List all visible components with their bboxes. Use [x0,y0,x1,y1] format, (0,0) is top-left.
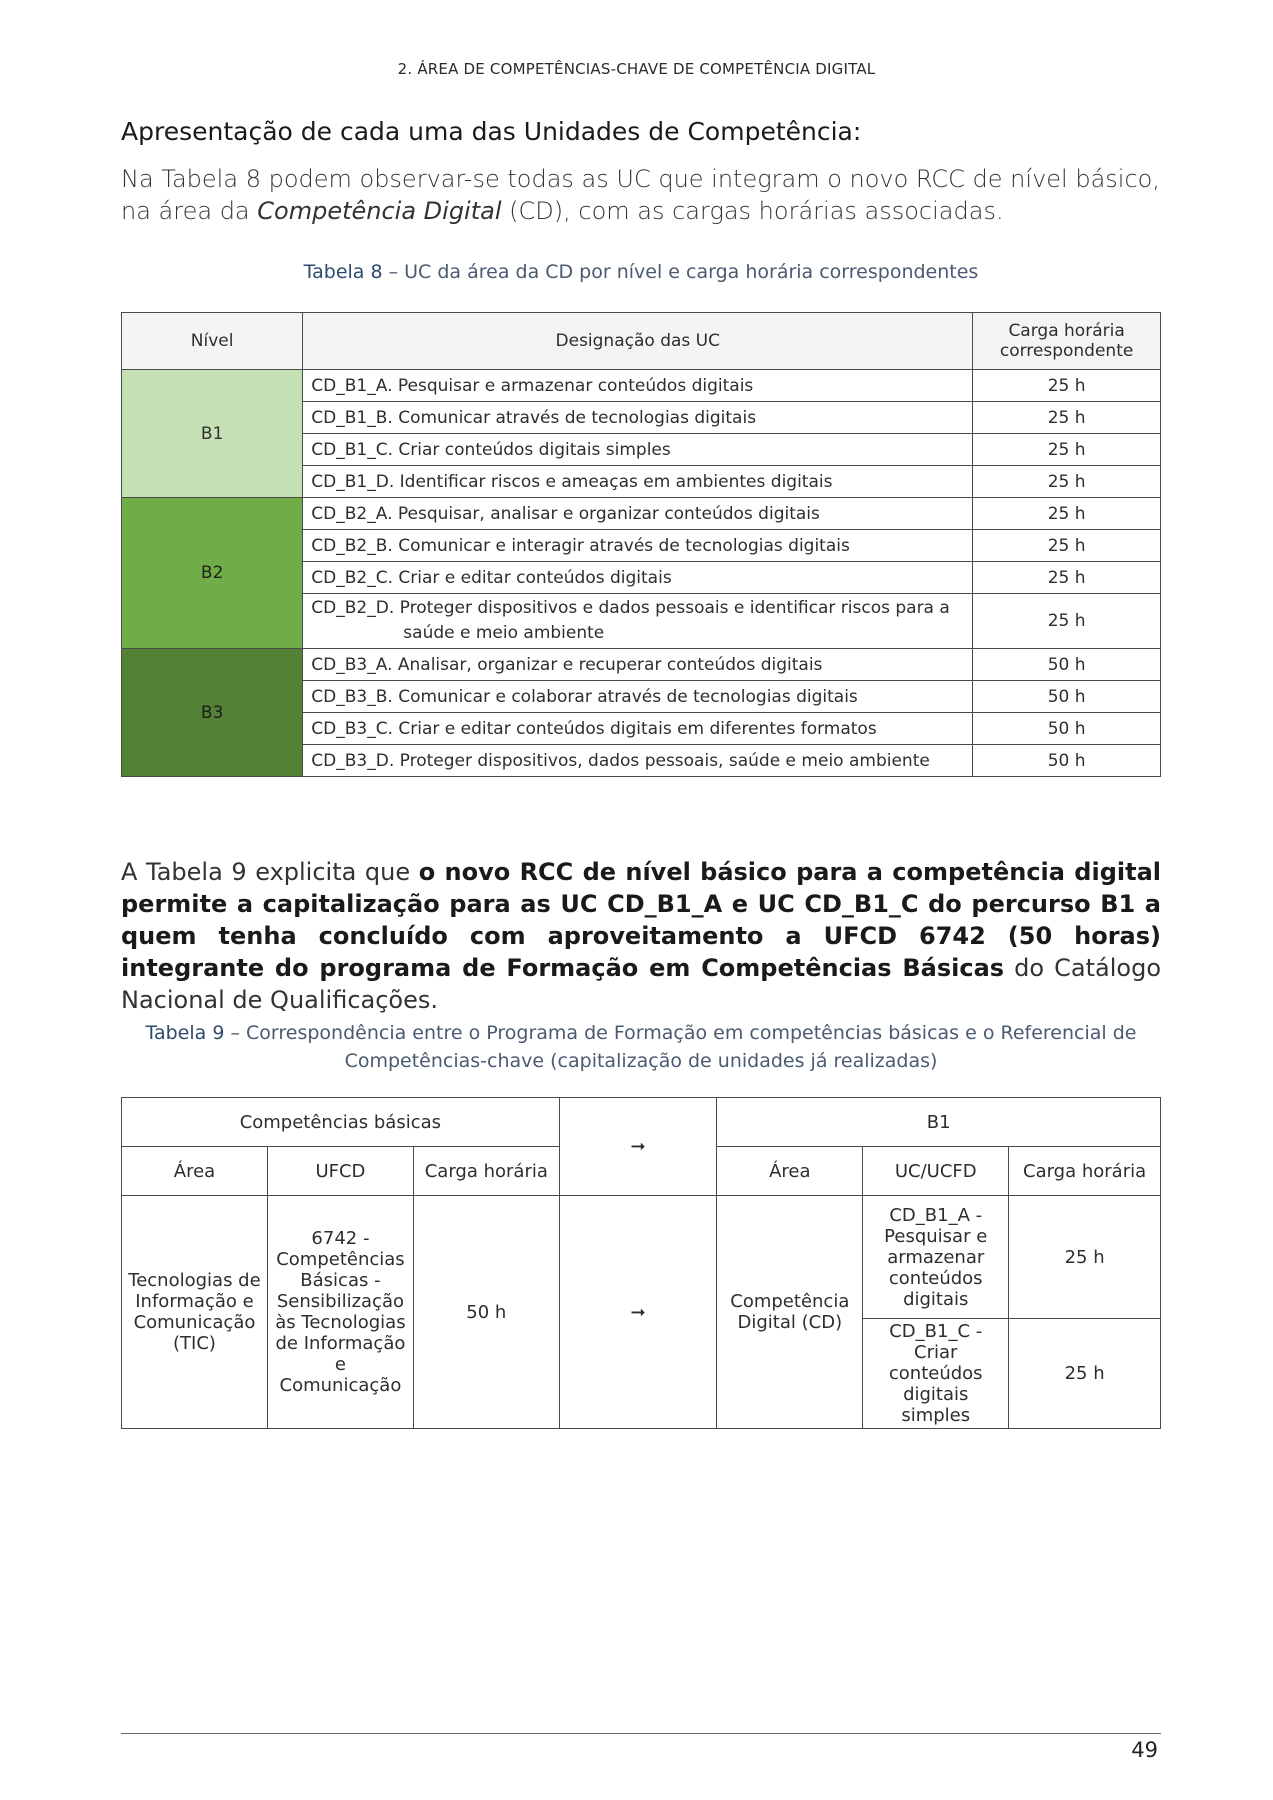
right-hours-cell: 25 h [1009,1319,1161,1429]
uc-hours: 25 h [973,594,1161,649]
running-header: 2. ÁREA DE COMPETÊNCIAS-CHAVE DE COMPETÊNCIA DIGITAL [397,60,876,78]
uc-hours: 25 h [973,402,1161,434]
uc-designation: CD_B1_D. Identificar riscos e ameaças em ambientes digitais [303,466,973,498]
table8-header-hours: Carga horária correspondente [973,313,1161,370]
header-area-right: Área [717,1147,863,1196]
uc-hours: 50 h [973,713,1161,745]
uc-hours: 25 h [973,370,1161,402]
right-hours-cell: 25 h [1009,1196,1161,1319]
uc-designation: CD_B1_A. Pesquisar e armazenar conteúdos digitais [303,370,973,402]
uc-designation: CD_B3_C. Criar e editar conteúdos digitais em diferentes formatos [303,713,973,745]
table-row [122,370,1161,402]
table8-caption [121,261,1161,283]
table9-caption-label: Tabela 9 [145,1022,225,1044]
paragraph-2-bold: o novo RCC de nível básico para a competência digital permite a capitalização para as UC CD_B1_A e UC CD_B1_C do percurso B1 a quem tenha concluído com aproveitamento a UFCD 6742 (50 horas) integrante do programa de Formação em Competências Básicas [121,858,1161,982]
section-heading: Apresentação de cada uma das Unidades de Competência: [121,117,862,146]
right-uc-cell: CD_B1_C - Criar conteúdos digitais simples [863,1319,1009,1429]
intro-paragraph [121,163,1161,227]
uc-designation-line2: saúde e meio ambiente [403,623,605,643]
header-hours-left: Carga horária [413,1147,559,1196]
intro-text: Na Tabela 8 podem observar-se todas as UC que integram o novo RCC de nível básico, na área da [121,165,1160,225]
intro-text-end: (CD), com as cargas horárias associadas. [501,197,1004,225]
footer-divider [121,1733,1161,1734]
uc-designation: CD_B2_A. Pesquisar, analisar e organizar conteúdos digitais [303,498,973,530]
right-area-cell: Competência Digital (CD) [717,1196,863,1429]
uc-designation-line1: CD_B2_D. Proteger dispositivos e dados pessoais e identificar riscos para a [311,598,950,618]
table9-group-row [122,1098,1161,1147]
table8-caption-label: Tabela 8 [303,261,383,283]
level-cell-b2: B2 [122,498,303,649]
left-area-cell: Tecnologias de Informação e Comunicação (TIC) [122,1196,268,1429]
uc-designation: CD_B1_B. Comunicar através de tecnologias digitais [303,402,973,434]
table8 [121,312,1161,777]
uc-designation: CD_B1_C. Criar conteúdos digitais simples [303,434,973,466]
left-ufcd-cell: 6742 - Competências Básicas - Sensibilização às Tecnologias de Informação e Comunicação [267,1196,413,1429]
table8-header-designation: Designação das UC [303,313,973,370]
table-row [122,498,1161,530]
table9-caption [121,1019,1161,1075]
table8-header-level: Nível [122,313,303,370]
group-header-b1: B1 [717,1098,1161,1147]
uc-designation: CD_B3_A. Analisar, organizar e recuperar conteúdos digitais [303,649,973,681]
uc-designation: CD_B3_B. Comunicar e colaborar através de tecnologias digitais [303,681,973,713]
uc-hours: 25 h [973,434,1161,466]
header-uc: UC/UCFD [863,1147,1009,1196]
table8-caption-text: – UC da área da CD por nível e carga horária correspondentes [382,261,979,283]
uc-hours: 25 h [973,562,1161,594]
table-row [122,1196,1161,1319]
paragraph-2-tail: do Catálogo Nacional de Qualificações. [121,954,1162,1014]
uc-designation: CD_B3_D. Proteger dispositivos, dados pessoais, saúde e meio ambiente [303,745,973,777]
left-hours-cell: 50 h [413,1196,559,1429]
uc-hours: 50 h [973,745,1161,777]
header-area-left: Área [122,1147,268,1196]
table9 [121,1097,1161,1429]
header-hours-right: Carga horária [1009,1147,1161,1196]
uc-hours: 25 h [973,498,1161,530]
paragraph-2-lead: A Tabela 9 explicita que [121,858,419,886]
uc-hours: 50 h [973,649,1161,681]
uc-designation: CD_B2_B. Comunicar e interagir através de tecnologias digitais [303,530,973,562]
table8-header-row [122,313,1161,370]
header-ufcd: UFCD [267,1147,413,1196]
uc-designation: CD_B2_C. Criar e editar conteúdos digitais [303,562,973,594]
arrow-icon: ➞ [559,1098,717,1196]
intro-italic: Competência Digital [257,197,502,225]
paragraph-2 [121,856,1161,1016]
group-header-competencias-basicas: Competências básicas [122,1098,560,1147]
uc-designation [303,594,973,649]
uc-hours: 50 h [973,681,1161,713]
uc-hours: 25 h [973,530,1161,562]
right-uc-cell: CD_B1_A - Pesquisar e armazenar conteúdos digitais [863,1196,1009,1319]
uc-hours: 25 h [973,466,1161,498]
page-number: 49 [1131,1738,1158,1762]
arrow-icon: ➞ [559,1196,717,1429]
level-cell-b3: B3 [122,649,303,777]
table9-caption-text: – Correspondência entre o Programa de Formação em competências básicas e o Referencial de Competências-chave (capitalização de unidades já realizadas) [224,1022,1137,1072]
table-row [122,649,1161,681]
level-cell-b1: B1 [122,370,303,498]
